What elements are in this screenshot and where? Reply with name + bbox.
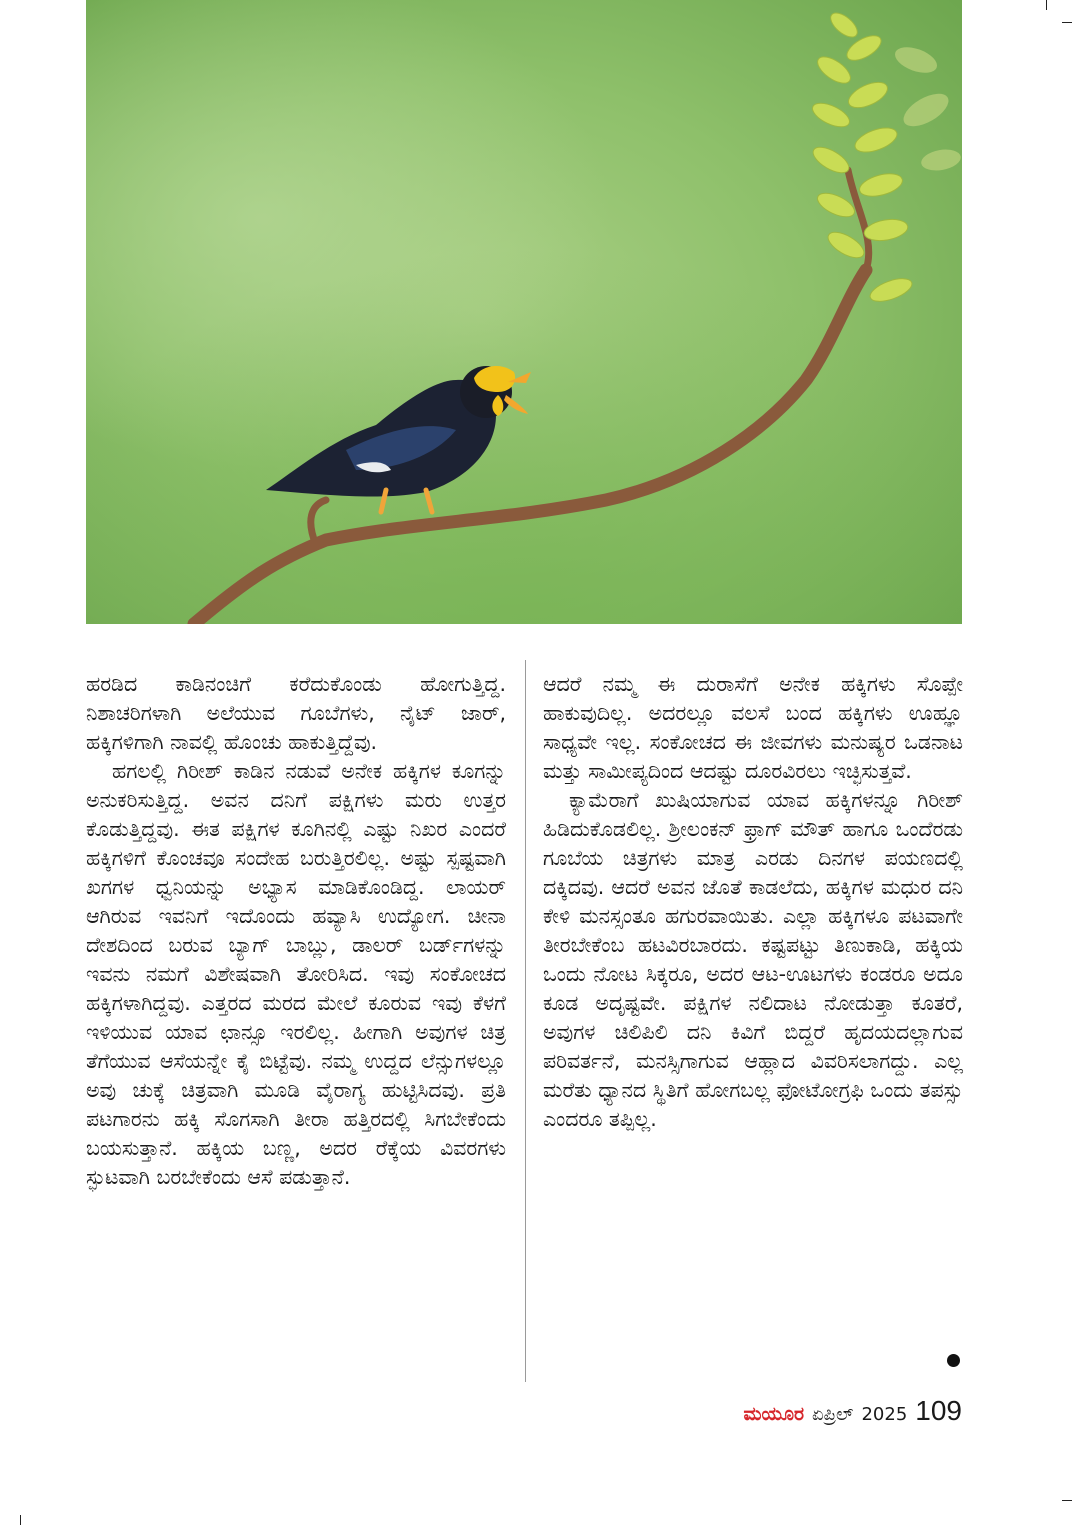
bird-on-branch-illustration bbox=[86, 0, 962, 624]
magazine-name: ಮಯೂರ bbox=[743, 1403, 805, 1425]
crop-mark bbox=[1062, 1500, 1072, 1501]
crop-mark bbox=[1062, 22, 1072, 23]
column-divider bbox=[525, 660, 526, 1382]
issue-year: 2025 bbox=[861, 1404, 908, 1425]
page-footer bbox=[743, 1395, 962, 1427]
article-column-left bbox=[86, 670, 506, 1192]
issue-month: ಏಪ್ರಿಲ್ bbox=[812, 1404, 854, 1425]
article-paragraph: ಆದರೆ ನಮ್ಮ ಈ ದುರಾಸೆಗೆ ಅನೇಕ ಹಕ್ಕಿಗಳು ಸೊಪ್ಪೇ ಹಾಕುವುದಿಲ್ಲ. ಅದರಲ್ಲೂ ವಲಸೆ ಬಂದ ಹಕ್ಕಿಗಳು ಊಹ್ಞೂ ಸಾಧ್ಯವೇ ಇಲ್ಲ. ಸಂಕೋಚದ ಈ ಜೀವಗಳು ಮನುಷ್ಯರ ಒಡನಾಟ ಮತ್ತು ಸಾಮೀಪ್ಯದಿಂದ ಆದಷ್ಟು ದೂರವಿರಲು ಇಚ್ಛಿಸುತ್ತವೆ. bbox=[543, 672, 963, 783]
bird-photo bbox=[86, 0, 962, 624]
crop-mark bbox=[1046, 0, 1047, 10]
article-paragraph: ಹರಡಿದ ಕಾಡಿನಂಚಿಗೆ ಕರೆದುಕೊಂಡು ಹೋಗುತ್ತಿದ್ದ. ನಿಶಾಚರಿಗಳಾಗಿ ಅಲೆಯುವ ಗೂಬೆಗಳು, ನೈಟ್ ಜಾರ್, ಹಕ್ಕಿಗಳಿಗಾಗಿ ನಾವಲ್ಲಿ ಹೊಂಚು ಹಾಕುತ್ತಿದ್ದೆವು. bbox=[86, 672, 506, 754]
end-mark bbox=[947, 1354, 960, 1367]
article-column-right bbox=[543, 670, 963, 1134]
crop-mark bbox=[20, 1515, 21, 1525]
page-number: 109 bbox=[915, 1395, 962, 1426]
article-paragraph: ಹಗಲಲ್ಲಿ ಗಿರೀಶ್ ಕಾಡಿನ ನಡುವೆ ಅನೇಕ ಹಕ್ಕಿಗಳ ಕೂಗನ್ನು ಅನುಕರಿಸುತ್ತಿದ್ದ. ಅವನ ದನಿಗೆ ಪಕ್ಷಿಗಳು ಮರು ಉತ್ತರ ಕೊಡುತ್ತಿದ್ದವು. ಈತ ಪಕ್ಷಿಗಳ ಕೂಗಿನಲ್ಲಿ ಎಷ್ಟು ನಿಖರ ಎಂದರೆ ಹಕ್ಕಿಗಳಿಗೆ ಕೊಂಚವೂ ಸಂದೇಹ ಬರುತ್ತಿರಲಿಲ್ಲ. ಅಷ್ಟು ಸ್ಪಷ್ಟವಾಗಿ ಖಗಗಳ ಧ್ವನಿಯನ್ನು ಅಭ್ಯಾಸ ಮಾಡಿಕೊಂಡಿದ್ದ. ಲಾಯರ್ ಆಗಿರುವ ಇವನಿಗೆ ಇದೊಂದು ಹವ್ಯಾಸಿ ಉದ್ಯೋಗ. ಚೀನಾ ದೇಶದಿಂದ ಬರುವ ಬ್ಯಾಗ್ ಬಾಬ್ಲು, ಡಾಲರ್ ಬರ್ಡ್‌ಗಳನ್ನು ಇವನು ನಮಗೆ ವಿಶೇಷವಾಗಿ ತೋರಿಸಿದ. ಇವು ಸಂಕೋಚದ ಹಕ್ಕಿಗಳಾಗಿದ್ದವು. ಎತ್ತರದ ಮರದ ಮೇಲೆ ಕೂರುವ ಇವು ಕೆಳಗೆ ಇಳಿಯುವ ಯಾವ ಛಾನ್ಸೂ ಇರಲಿಲ್ಲ. ಹೀಗಾಗಿ ಅವುಗಳ ಚಿತ್ರ ತೆಗೆಯುವ ಆಸೆಯನ್ನೇ ಕೈ ಬಿಟ್ಟೆವು. ನಮ್ಮ ಉದ್ದದ ಲೆನ್ಸುಗಳಲ್ಲೂ ಅವು ಚುಕ್ಕೆ ಚಿತ್ರವಾಗಿ ಮೂಡಿ ವೈರಾಗ್ಯ ಹುಟ್ಟಿಸಿದವು. ಪ್ರತಿ ಪಟಗಾರನು ಹಕ್ಕಿ ಸೊಗಸಾಗಿ ತೀರಾ ಹತ್ತಿರದಲ್ಲಿ ಸಿಗಬೇಕೆಂದು ಬಯಸುತ್ತಾನೆ. ಹಕ್ಕಿಯ ಬಣ್ಣ, ಅದರ ರೆಕ್ಕೆಯ ವಿವರಗಳು ಸ್ಫುಟವಾಗಿ ಬರಬೇಕೆಂದು ಆಸೆ ಪಡುತ್ತಾನೆ. bbox=[86, 759, 506, 1189]
article-paragraph: ಕ್ಯಾಮೆರಾಗೆ ಖುಷಿಯಾಗುವ ಯಾವ ಹಕ್ಕಿಗಳನ್ನೂ ಗಿರೀಶ್ ಹಿಡಿದುಕೊಡಲಿಲ್ಲ. ಶ್ರೀಲಂಕನ್ ಫ್ರಾಗ್ ಮೌತ್ ಹಾಗೂ ಒಂದೆರಡು ಗೂಬೆಯ ಚಿತ್ರಗಳು ಮಾತ್ರ ಎರಡು ದಿನಗಳ ಪಯಣದಲ್ಲಿ ದಕ್ಕಿದವು. ಆದರೆ ಅವನ ಜೊತೆ ಕಾಡಲೆದು, ಹಕ್ಕಿಗಳ ಮಧುರ ದನಿ ಕೇಳಿ ಮನಸ್ಸಂತೂ ಹಗುರವಾಯಿತು. ಎಲ್ಲಾ ಹಕ್ಕಿಗಳೂ ಪಟವಾಗೇ ತೀರಬೇಕೆಂಬ ಹಟವಿರಬಾರದು. ಕಷ್ಟಪಟ್ಟು ತಿಣುಕಾಡಿ, ಹಕ್ಕಿಯ ಒಂದು ನೋಟ ಸಿಕ್ಕರೂ, ಅದರ ಆಟ-ಊಟಗಳು ಕಂಡರೂ ಅದೂ ಕೂಡ ಅದೃಷ್ಟವೇ. ಪಕ್ಷಿಗಳ ನಲಿದಾಟ ನೋಡುತ್ತಾ ಕೂತರೆ, ಅವುಗಳ ಚಿಲಿಪಿಲಿ ದನಿ ಕಿವಿಗೆ ಬಿದ್ದರೆ ಹೃದಯದಲ್ಲಾಗುವ ಪರಿವರ್ತನೆ, ಮನಸ್ಸಿಗಾಗುವ ಆಹ್ಲಾದ ವಿವರಿಸಲಾಗದ್ದು. ಎಲ್ಲ ಮರೆತು ಧ್ಯಾನದ ಸ್ಥಿತಿಗೆ ಹೋಗಬಲ್ಲ ಫೋಟೋಗ್ರಫಿ ಒಂದು ತಪಸ್ಸು ಎಂದರೂ ತಪ್ಪಿಲ್ಲ. bbox=[543, 788, 963, 1131]
